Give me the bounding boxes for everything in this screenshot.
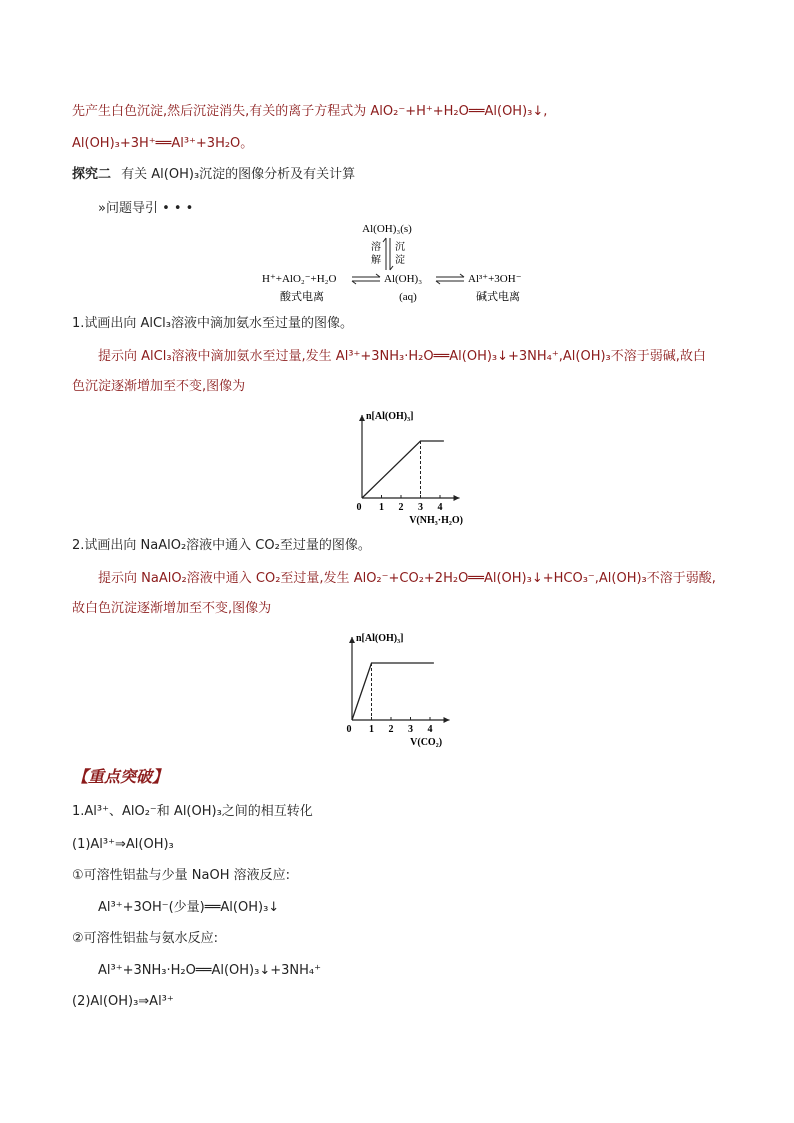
x-tick-label: 2 bbox=[398, 502, 404, 513]
explore-title: 有关 Al(OH)₃沉淀的图像分析及有关计算 bbox=[121, 167, 356, 182]
eq-middle: Al(OH)₃ bbox=[384, 273, 423, 285]
paragraph-line-2: Al(OH)₃+3H⁺══Al³⁺+3H₂O。 bbox=[72, 136, 254, 151]
x-axis-label: V(NH₃·H₂O) bbox=[409, 515, 463, 526]
x-tick-label: 1 bbox=[379, 502, 384, 513]
q1-hint-line-2: 色沉淀逐渐增加至不变,图像为 bbox=[72, 379, 246, 394]
x-tick-label: 3 bbox=[418, 502, 423, 513]
q2-hint-line-2: 故白色沉淀逐渐增加至不变,图像为 bbox=[72, 601, 272, 616]
series-line bbox=[352, 663, 434, 720]
x-tick-label: 1 bbox=[369, 724, 374, 735]
key-case-2-equation: Al³⁺+3NH₃·H₂O══Al(OH)₃↓+3NH₄⁺ bbox=[98, 963, 321, 978]
key-sub-1: (1)Al³⁺⇒Al(OH)₃ bbox=[72, 837, 174, 852]
key-sub-2: (2)Al(OH)₃⇒Al³⁺ bbox=[72, 994, 174, 1009]
key-case-1-equation: Al³⁺+3OH⁻(少量)══Al(OH)₃↓ bbox=[98, 900, 280, 915]
x-tick-label: 0 bbox=[356, 502, 362, 513]
key-case-1: ①可溶性铝盐与少量 NaOH 溶液反应: bbox=[72, 868, 290, 883]
x-tick-label: 4 bbox=[437, 502, 443, 513]
q2-hint-line-1: 提示向 NaAlO₂溶液中通入 CO₂至过量,发生 AlO₂⁻+CO₂+2H₂O══Al(OH)₃↓+HCO₃⁻,Al(OH)₃不溶于弱酸, bbox=[98, 571, 716, 586]
y-axis-arrow bbox=[359, 415, 365, 421]
chart-1 bbox=[335, 403, 475, 528]
y-axis-label: n[Al(OH)₃] bbox=[356, 633, 404, 644]
eq-dissolve-1: 溶 bbox=[371, 242, 381, 253]
eq-left: H⁺+AlO₂⁻+H₂O bbox=[262, 273, 337, 285]
eq-left-label: 酸式电离 bbox=[280, 291, 324, 303]
eq-precipitate-1: 沉 bbox=[395, 242, 405, 253]
x-tick-label: 2 bbox=[388, 724, 394, 735]
x-axis-label: V(CO₂) bbox=[410, 737, 443, 748]
eq-right: Al³⁺+3OH⁻ bbox=[468, 273, 522, 285]
series-line bbox=[362, 441, 444, 498]
x-tick-label: 0 bbox=[346, 724, 352, 735]
eq-dissolve-2: 解 bbox=[371, 255, 381, 266]
key-title: 【重点突破】 bbox=[72, 767, 169, 786]
x-tick-label: 3 bbox=[408, 724, 413, 735]
chart-2 bbox=[325, 625, 465, 750]
eq-right-label: 碱式电离 bbox=[476, 291, 520, 303]
key-item-1: 1.Al³⁺、AlO₂⁻和 Al(OH)₃之间的相互转化 bbox=[72, 804, 313, 819]
paragraph-line-1: 先产生白色沉淀,然后沉淀消失,有关的离子方程式为 AlO₂⁻+H⁺+H₂O══Al(OH)₃↓, bbox=[72, 104, 548, 119]
question-1: 1.试画出向 AlCl₃溶液中滴加氨水至过量的图像。 bbox=[72, 316, 353, 331]
guide-label: »问题导引 • • • bbox=[98, 201, 194, 216]
question-2: 2.试画出向 NaAlO₂溶液中通入 CO₂至过量的图像。 bbox=[72, 538, 371, 553]
eq-precipitate-2: 淀 bbox=[395, 255, 405, 266]
q1-hint-line-1: 提示向 AlCl₃溶液中滴加氨水至过量,发生 Al³⁺+3NH₃·H₂O══Al(OH)₃↓+3NH₄⁺,Al(OH)₃不溶于弱碱,故白 bbox=[98, 349, 706, 364]
eq-solid: Al(OH)₃(s) bbox=[362, 223, 412, 235]
y-axis-arrow bbox=[349, 637, 355, 643]
x-axis-arrow bbox=[444, 717, 450, 723]
explore-heading bbox=[72, 166, 355, 184]
key-case-2: ②可溶性铝盐与氨水反应: bbox=[72, 931, 219, 946]
equilibrium-diagram bbox=[262, 220, 532, 308]
explore-label: 探究二 bbox=[72, 167, 112, 182]
x-tick-label: 4 bbox=[427, 724, 433, 735]
eq-middle-label: (aq) bbox=[399, 291, 417, 303]
y-axis-label: n[Al(OH)₃] bbox=[366, 411, 414, 422]
x-axis-arrow bbox=[454, 495, 460, 501]
